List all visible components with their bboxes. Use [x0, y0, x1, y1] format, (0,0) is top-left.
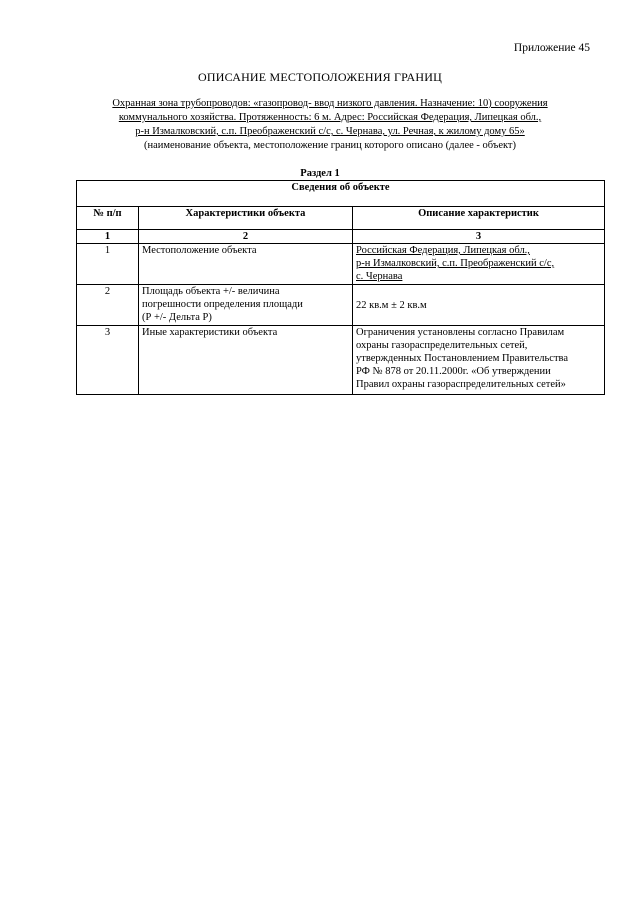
object-description — [70, 97, 590, 153]
table-row — [77, 285, 605, 326]
table-row — [77, 326, 605, 395]
row-description — [353, 244, 605, 285]
description-line: Правил охраны газораспределительных сетей» — [356, 379, 566, 390]
row-number: 2 — [77, 285, 139, 326]
object-caption: (наименование объекта, местоположение границ которого описано (далее - объект) — [143, 140, 517, 151]
row-characteristic — [139, 285, 353, 326]
column-header-description: Описание характеристик — [353, 207, 605, 230]
description-line: РФ № 878 от 20.11.2000г. «Об утверждении — [356, 366, 551, 377]
object-line-2: коммунального хозяйства. Протяженность: 6 м. Адрес: Российская Федерация, Липецкая обл., — [118, 112, 542, 123]
description-line: Ограничения установлены согласно Правилам — [356, 327, 565, 338]
characteristic-line: погрешности определения площади — [142, 299, 303, 310]
description-line: утвержденных Постановлением Правительства — [356, 353, 569, 364]
row-description: 22 кв.м ± 2 кв.м — [353, 285, 605, 326]
description-line: охраны газораспределительных сетей, — [356, 340, 528, 351]
row-characteristic: Иные характеристики объекта — [139, 326, 353, 395]
table-title: Сведения об объекте — [77, 181, 605, 207]
column-header-num: № п/п — [77, 207, 139, 230]
object-line-3: р-н Измалковский, с.п. Преображенский с/с, с. Чернава, ул. Речная, к жилому дому 65» — [135, 126, 525, 137]
description-line: с. Чернава — [356, 271, 403, 282]
column-number: 2 — [139, 230, 353, 244]
section-title: Раздел 1 — [300, 168, 340, 179]
column-header-characteristic: Характеристики объекта — [139, 207, 353, 230]
column-number: 3 — [353, 230, 605, 244]
description-line: р-н Измалковский, с.п. Преображенский с/с, — [356, 258, 555, 269]
characteristic-line: (Р +/- Дельта Р) — [142, 312, 212, 323]
description-line: Российская Федерация, Липецкая обл., — [356, 245, 530, 256]
row-description — [353, 326, 605, 395]
row-number: 3 — [77, 326, 139, 395]
document-title: ОПИСАНИЕ МЕСТОПОЛОЖЕНИЯ ГРАНИЦ — [198, 70, 442, 84]
table-header-row — [77, 207, 605, 230]
appendix-label: Приложение 45 — [513, 42, 590, 54]
row-characteristic: Местоположение объекта — [139, 244, 353, 285]
table-row — [77, 244, 605, 285]
table-title-row — [77, 181, 605, 207]
characteristic-line: Площадь объекта +/- величина — [142, 286, 280, 297]
column-number: 1 — [77, 230, 139, 244]
table-column-numbers-row — [77, 230, 605, 244]
object-info-table — [76, 180, 605, 395]
row-number: 1 — [77, 244, 139, 285]
object-line-1: Охранная зона трубопроводов: «газопровод- ввод низкого давления. Назначение: 10) сооружения — [112, 98, 548, 109]
